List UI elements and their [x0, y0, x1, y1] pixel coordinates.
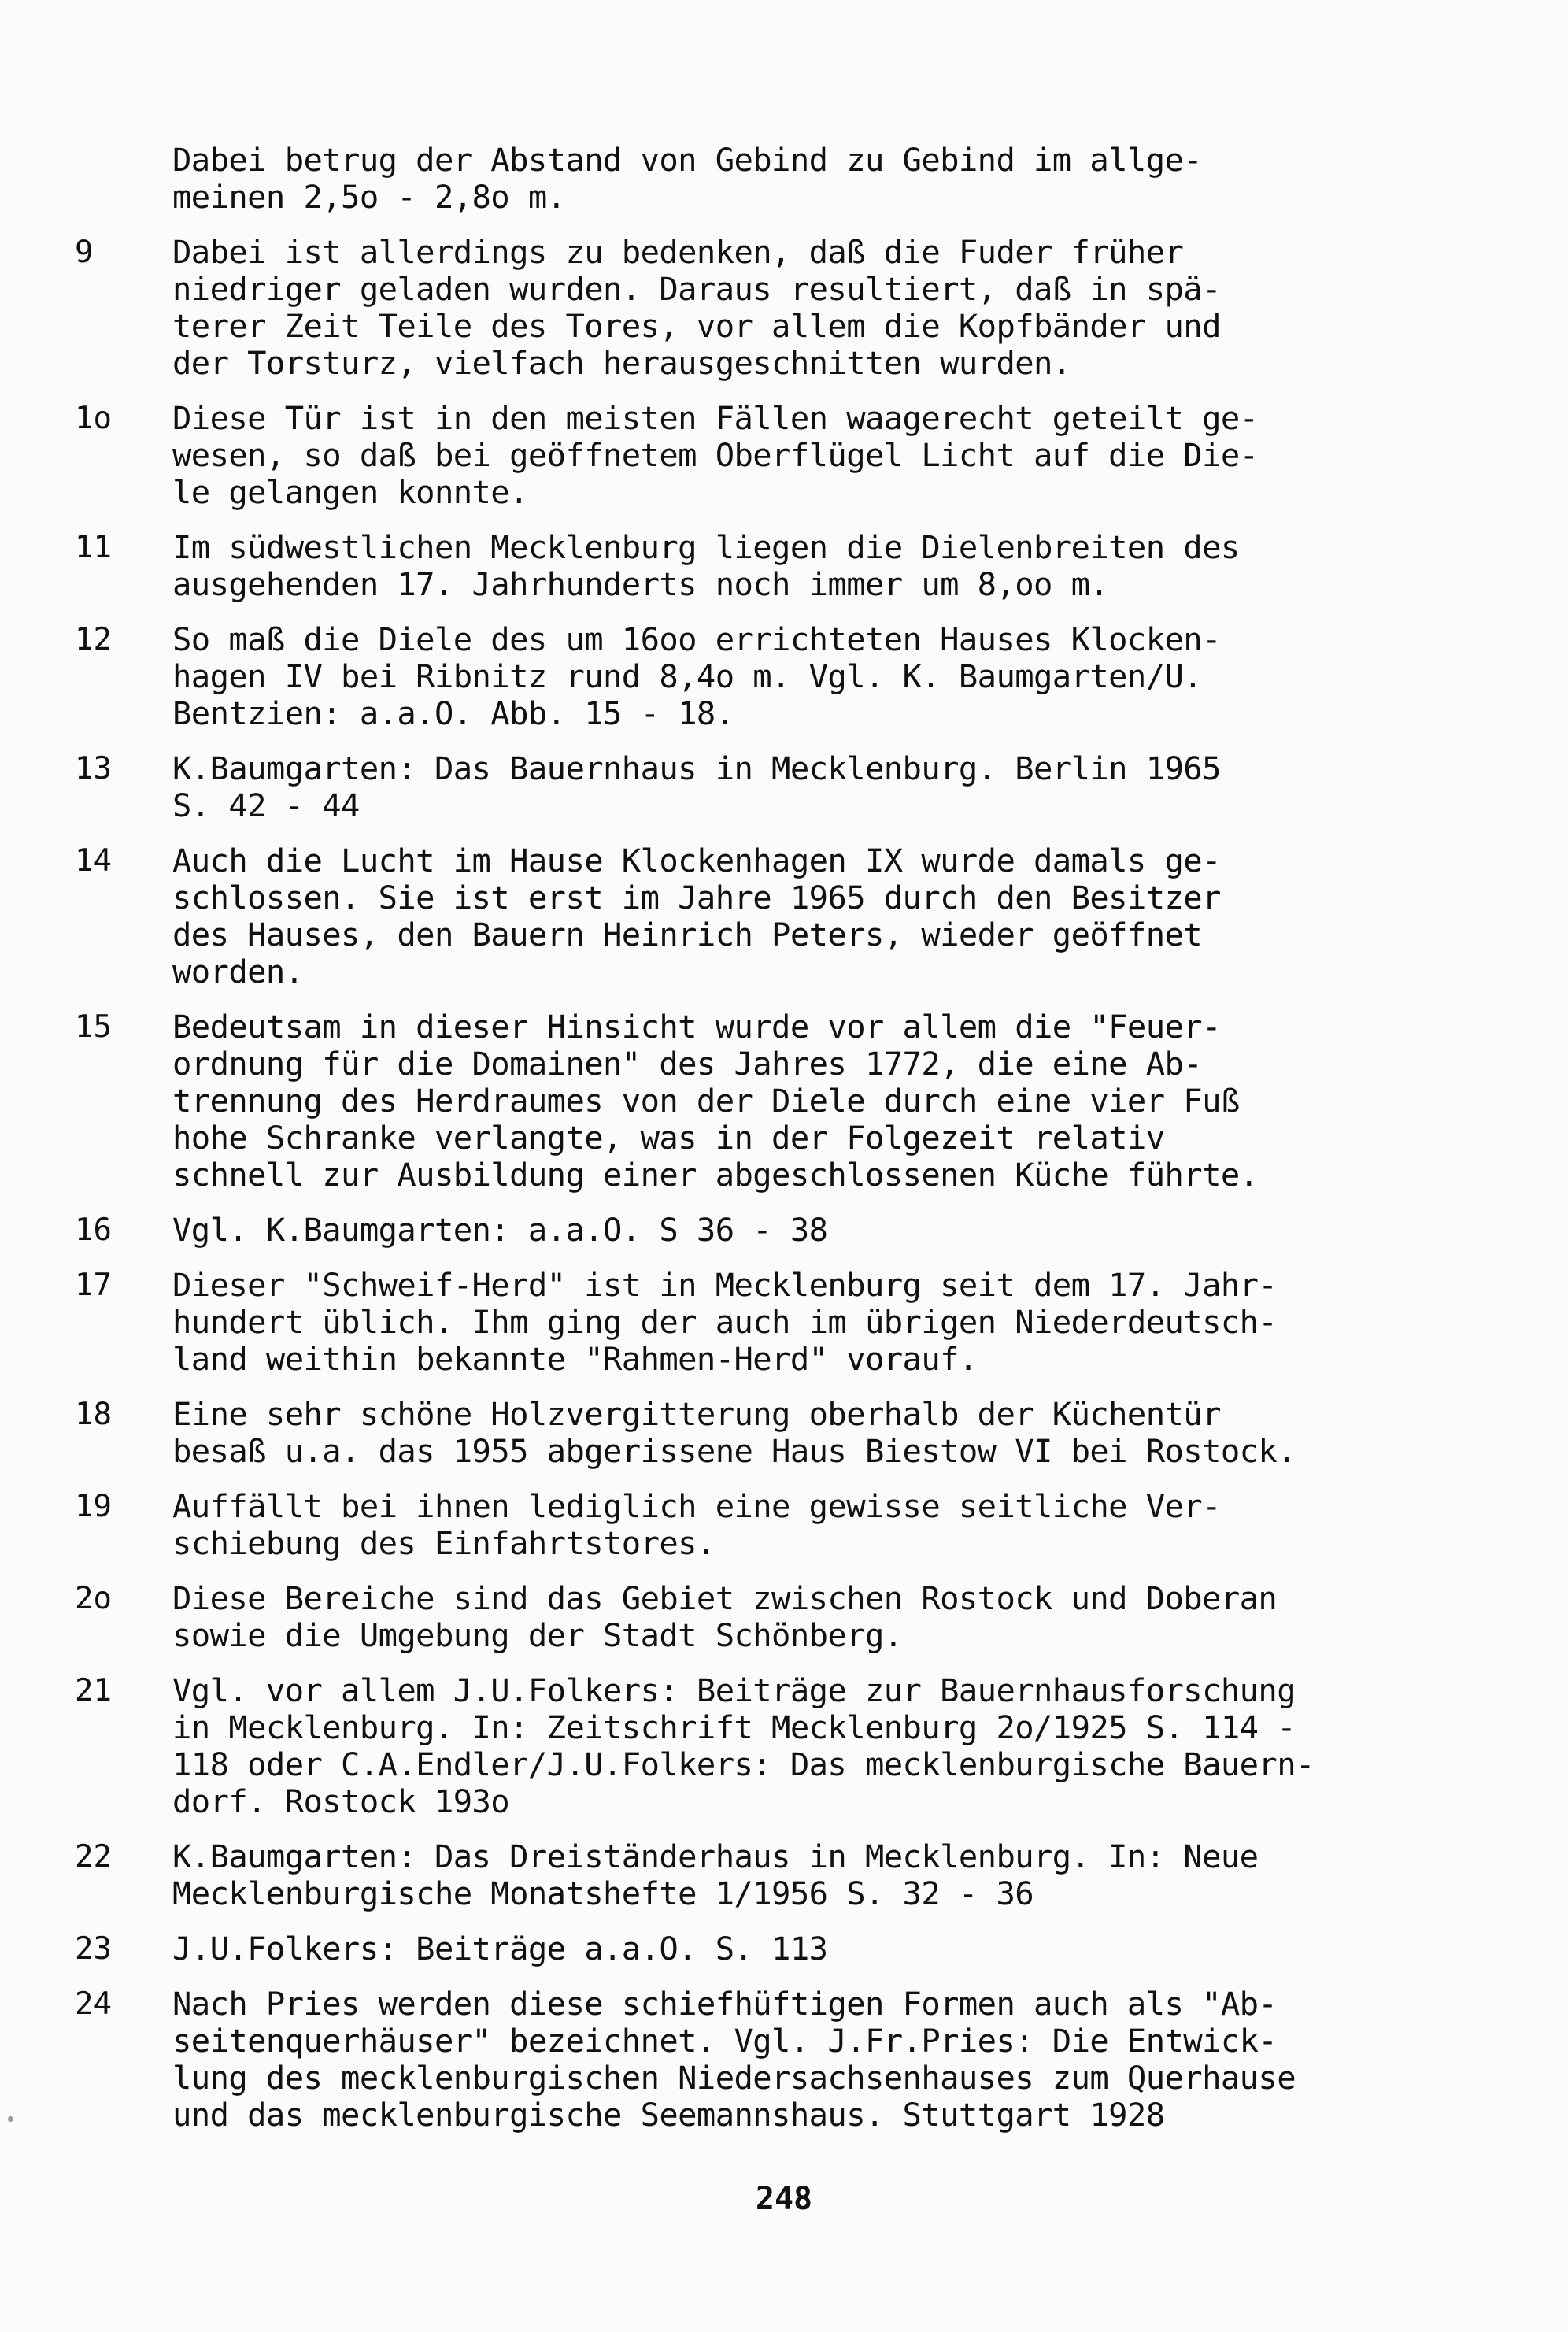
footnote — [75, 142, 1523, 216]
footnote-line: Eine sehr schöne Holzvergitterung oberhalb der Küchentür — [172, 1395, 1221, 1433]
footnote-line: land weithin bekannte "Rahmen-Herd" vorauf. — [172, 1340, 978, 1378]
footnote-line: schiebung des Einfahrtstores. — [172, 1524, 716, 1562]
footnote-line: wesen, so daß bei geöffnetem Oberflügel Licht auf die Die- — [172, 436, 1259, 474]
footnote-line: hohe Schranke verlangte, was in der Folgezeit relativ — [172, 1119, 1165, 1157]
footnote — [75, 842, 1523, 990]
footnote-line: meinen 2,5o - 2,8o m. — [172, 178, 566, 216]
footnote-number: 15 — [75, 1009, 112, 1045]
footnote-line: besaß u.a. das 1955 abgerissene Haus Biestow VI bei Rostock. — [172, 1432, 1296, 1470]
page-number: 248 — [755, 2181, 813, 2217]
footnote-line: ausgehenden 17. Jahrhunderts noch immer um 8,oo m. — [172, 565, 1109, 603]
footnote-line: 118 oder C.A.Endler/J.U.Folkers: Das mecklenburgische Bauern- — [172, 1745, 1315, 1783]
footnote — [75, 1580, 1523, 1654]
footnote-line: schlossen. Sie ist erst im Jahre 1965 durch den Besitzer — [172, 879, 1221, 916]
footnote-line: Dieser "Schweif-Herd" ist in Mecklenburg seit dem 17. Jahr- — [172, 1266, 1278, 1304]
footnote-line: J.U.Folkers: Beiträge a.a.O. S. 113 — [172, 1930, 828, 1967]
margin-speck — [8, 2116, 13, 2122]
footnote-number: 1o — [75, 401, 112, 436]
footnote — [75, 234, 1523, 382]
footnote-line: K.Baumgarten: Das Dreiständerhaus in Mecklenburg. In: Neue — [172, 1838, 1259, 1875]
footnote — [75, 1838, 1523, 1912]
footnote-line: lung des mecklenburgischen Niedersachsenhauses zum Querhause — [172, 2059, 1296, 2097]
footnote-line: dorf. Rostock 193o — [172, 1782, 510, 1820]
footnote — [75, 400, 1523, 511]
footnote-text — [172, 1580, 1523, 1654]
footnote-text — [172, 1009, 1523, 1194]
footnote-line: des Hauses, den Bauern Heinrich Peters, wieder geöffnet — [172, 916, 1203, 953]
footnote-number: 22 — [75, 1839, 112, 1875]
footnote-number: 12 — [75, 622, 112, 657]
footnote-text — [172, 1212, 1523, 1249]
footnote-number: 2o — [75, 1581, 112, 1616]
footnote-text — [172, 842, 1523, 990]
footnote-number: 23 — [75, 1931, 112, 1967]
footnote — [75, 529, 1523, 603]
footnote-text — [172, 750, 1523, 824]
footnote — [75, 750, 1523, 824]
footnote-line: trennung des Herdraumes von der Diele durch eine vier Fuß — [172, 1082, 1240, 1120]
footnote-line: le gelangen konnte. — [172, 473, 528, 511]
footnote-line: Vgl. vor allem J.U.Folkers: Beiträge zur Bauernhausforschung — [172, 1671, 1296, 1709]
footnote-text — [172, 234, 1523, 382]
footnote-line: niedriger geladen wurden. Daraus resultiert, daß in spä- — [172, 270, 1221, 308]
footnote-text — [172, 1930, 1523, 1967]
footnote-line: Diese Bereiche sind das Gebiet zwischen Rostock und Doberan — [172, 1579, 1278, 1617]
footnote — [75, 1009, 1523, 1194]
footnote-line: Dabei betrug der Abstand von Gebind zu Gebind im allge- — [172, 141, 1203, 179]
footnote-line: Auch die Lucht im Hause Klockenhagen IX wurde damals ge- — [172, 842, 1221, 879]
footnote — [75, 1672, 1523, 1820]
footnote-text — [172, 1488, 1523, 1562]
footnote-line: Nach Pries werden diese schiefhüftigen Formen auch als "Ab- — [172, 1985, 1278, 2023]
footnotes-list — [75, 142, 1523, 2152]
footnote-line: sowie die Umgebung der Stadt Schönberg. — [172, 1616, 903, 1654]
footnote-number: 9 — [75, 235, 94, 270]
footnote-line: Auffällt bei ihnen lediglich eine gewisse seitliche Ver- — [172, 1487, 1221, 1525]
footnote-line: schnell zur Ausbildung einer abgeschlossenen Küche führte. — [172, 1156, 1259, 1194]
footnote — [75, 1986, 1523, 2134]
footnote-line: Diese Tür ist in den meisten Fällen waagerecht geteilt ge- — [172, 399, 1259, 437]
footnote-number: 11 — [75, 530, 112, 565]
footnote-line: hundert üblich. Ihm ging der auch im übrigen Niederdeutsch- — [172, 1303, 1278, 1341]
footnote-text — [172, 1986, 1523, 2134]
footnote-text — [172, 142, 1523, 216]
footnote-line: Bedeutsam in dieser Hinsicht wurde vor allem die "Feuer- — [172, 1008, 1221, 1046]
footnote-number: 16 — [75, 1212, 112, 1248]
footnote-text — [172, 621, 1523, 732]
footnote-line: in Mecklenburg. In: Zeitschrift Mecklenburg 2o/1925 S. 114 - — [172, 1708, 1296, 1746]
footnote — [75, 1488, 1523, 1562]
footnote-number: 21 — [75, 1673, 112, 1708]
footnote-number: 19 — [75, 1489, 112, 1524]
footnote-line: terer Zeit Teile des Tores, vor allem die Kopfbänder und — [172, 307, 1221, 345]
footnote-line: Vgl. K.Baumgarten: a.a.O. S 36 - 38 — [172, 1211, 828, 1249]
footnote-text — [172, 400, 1523, 511]
footnote-line: der Torsturz, vielfach herausgeschnitten wurden. — [172, 344, 1071, 382]
footnote-line: seitenquerhäuser" bezeichnet. Vgl. J.Fr.Pries: Die Entwick- — [172, 2022, 1278, 2060]
footnote-line: hagen IV bei Ribnitz rund 8,4o m. Vgl. K. Baumgarten/U. — [172, 657, 1203, 695]
footnote — [75, 1396, 1523, 1470]
footnote-line: ordnung für die Domainen" des Jahres 1772, die eine Ab- — [172, 1045, 1203, 1083]
footnote-number: 24 — [75, 1986, 112, 2022]
footnote-text — [172, 1396, 1523, 1470]
footnote-text — [172, 1672, 1523, 1820]
footnote-line: So maß die Diele des um 16oo errichteten Hauses Klocken- — [172, 620, 1221, 658]
footnote — [75, 1212, 1523, 1249]
footnote-line: Bentzien: a.a.O. Abb. 15 - 18. — [172, 694, 734, 732]
footnote-line: Mecklenburgische Monatshefte 1/1956 S. 32 - 36 — [172, 1875, 1034, 1912]
footnote-text — [172, 1838, 1523, 1912]
footnote-number: 13 — [75, 751, 112, 787]
footnote-line: und das mecklenburgische Seemannshaus. Stuttgart 1928 — [172, 2096, 1165, 2134]
footnote-line: K.Baumgarten: Das Bauernhaus in Mecklenburg. Berlin 1965 — [172, 750, 1221, 787]
footnote-number: 14 — [75, 843, 112, 879]
footnote — [75, 621, 1523, 732]
footnote — [75, 1267, 1523, 1378]
footnote-text — [172, 529, 1523, 603]
footnote — [75, 1930, 1523, 1967]
footnote-number: 18 — [75, 1397, 112, 1432]
footnote-line: Dabei ist allerdings zu bedenken, daß die Fuder früher — [172, 233, 1184, 271]
footnote-text — [172, 1267, 1523, 1378]
footnote-line: worden. — [172, 953, 304, 990]
footnote-line: Im südwestlichen Mecklenburg liegen die Dielenbreiten des — [172, 528, 1240, 566]
footnote-line: S. 42 - 44 — [172, 787, 360, 824]
footnote-number: 17 — [75, 1268, 112, 1303]
